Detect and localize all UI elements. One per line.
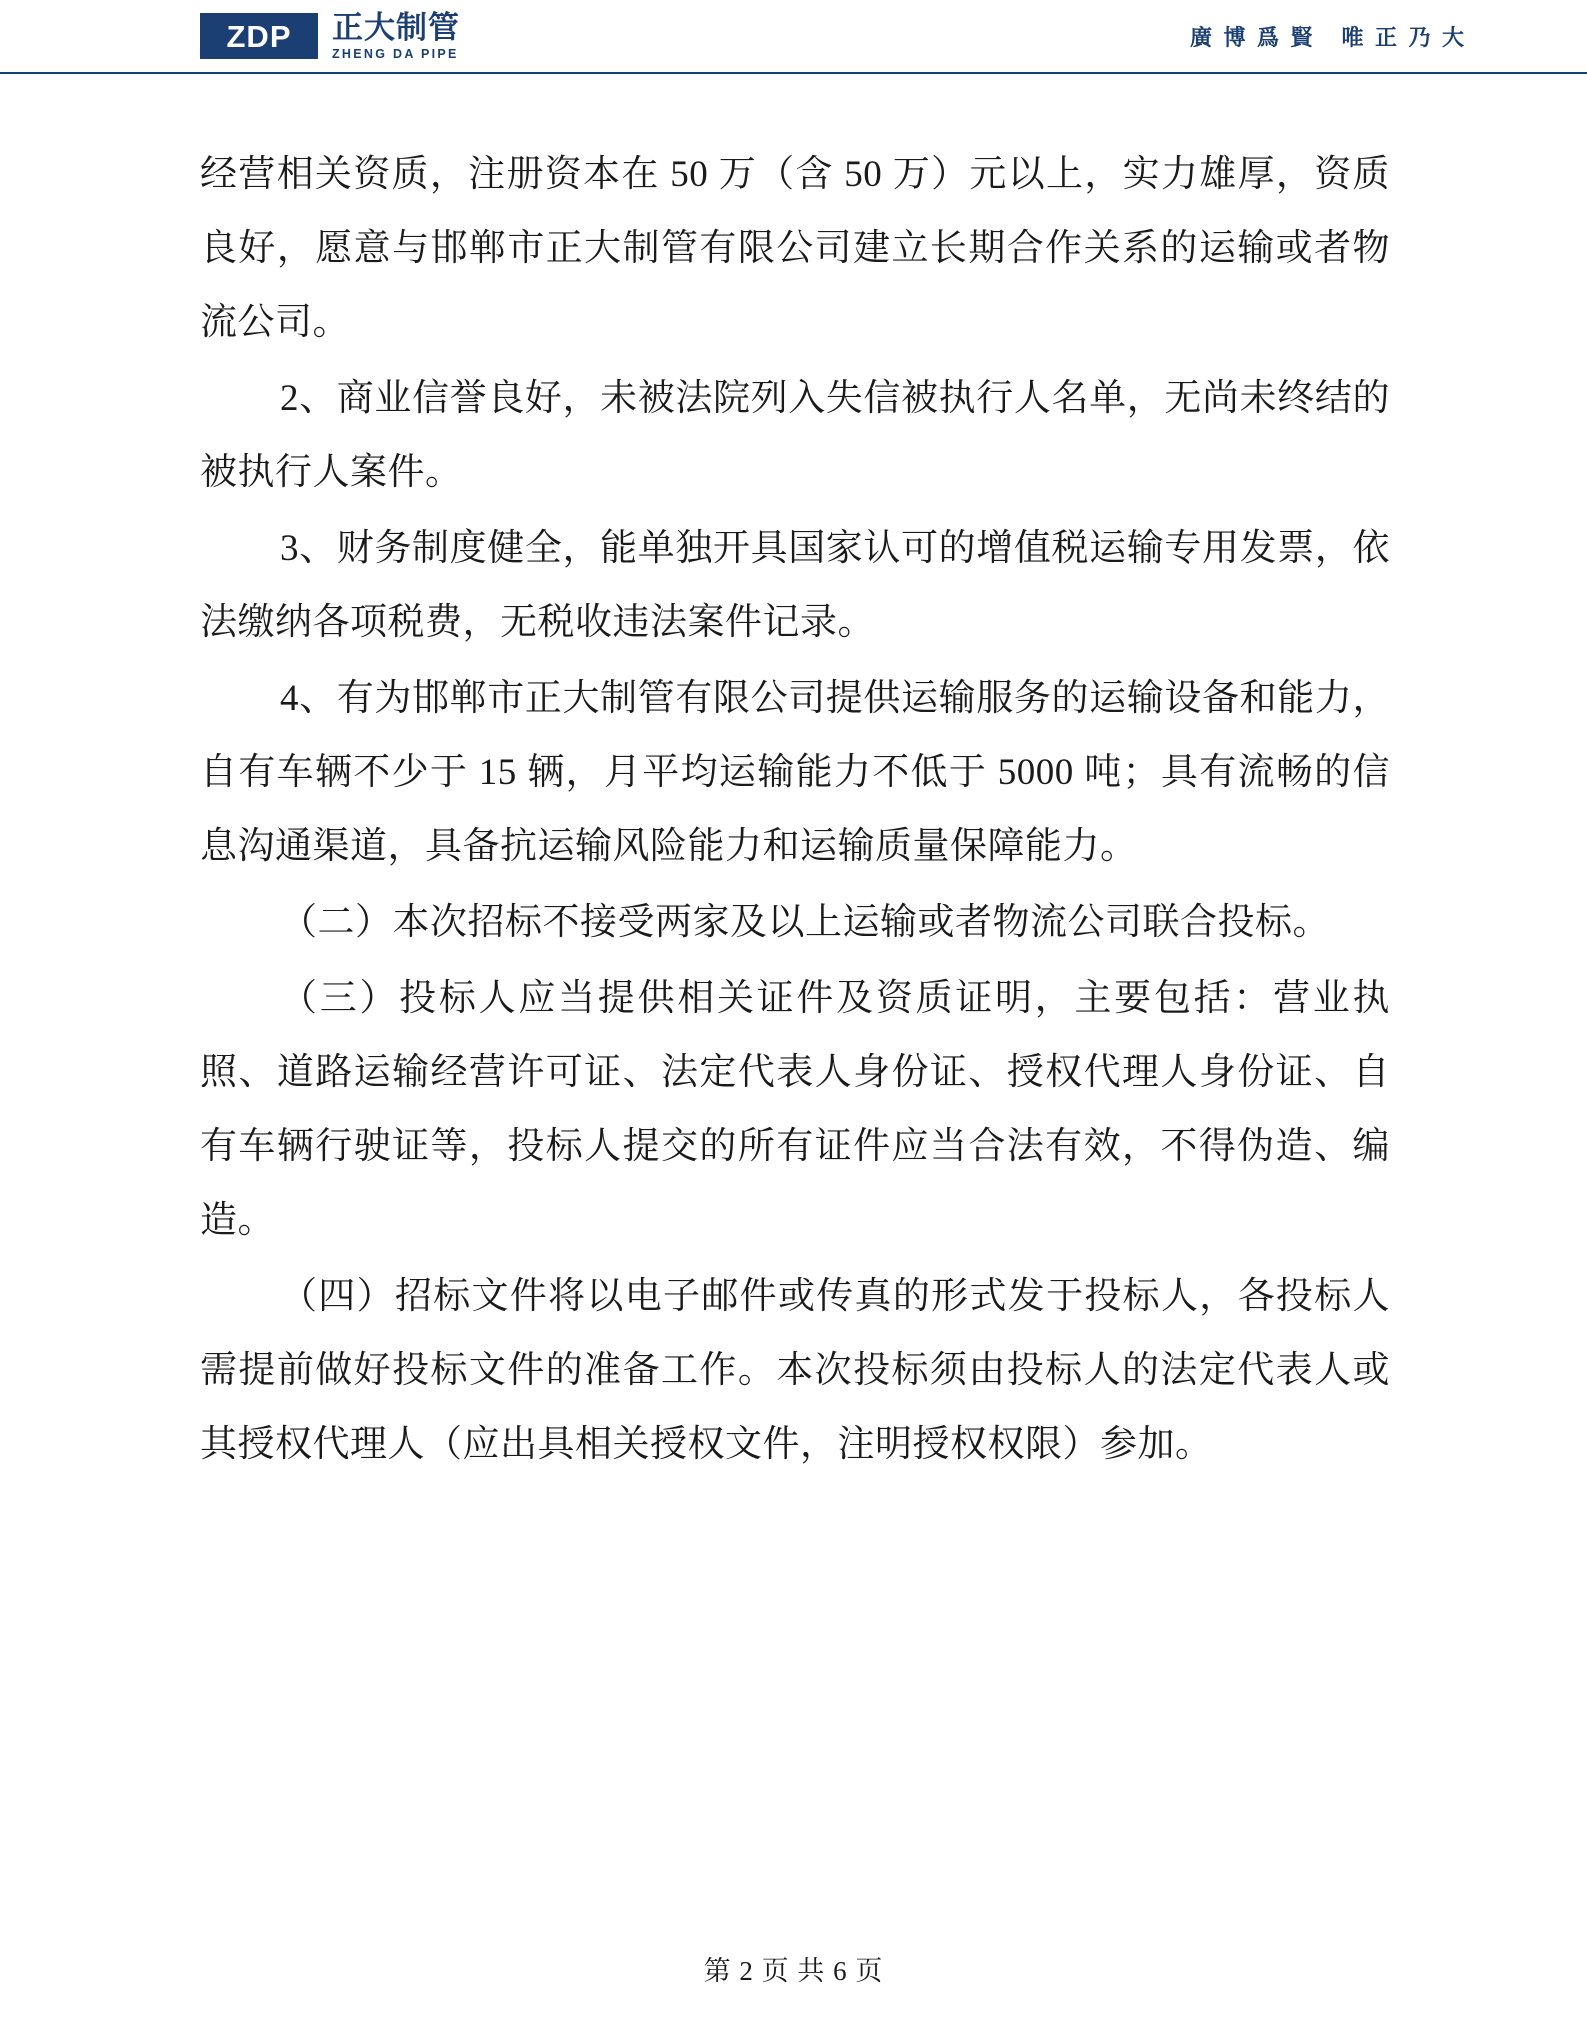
slogan-part-1: 廣 博 爲 賢 (1189, 24, 1316, 50)
company-name-block (332, 9, 460, 61)
company-name-cn: 正大制管 (332, 9, 460, 45)
paragraph: （二）本次招标不接受两家及以上运输或者物流公司联合投标。 (280, 902, 1330, 943)
page-header (0, 0, 1587, 72)
slogan-part-2: 唯 正 乃 大 (1341, 24, 1467, 50)
paragraph: 4、有为邯郸市正大制管有限公司提供运输服务的运输设备和能力，自有车辆不少于 15 辆，月平均运输能力不低于 5000 吨；具有流畅的信息沟通渠道，具备抗运输风险能力和运输质量保障能力。 (200, 678, 1390, 867)
page-number-footer: 第 2 页 共 6 页 (703, 1956, 884, 1986)
company-slogan (1190, 21, 1467, 52)
company-name-en: ZHENG DA PIPE (332, 46, 459, 61)
paragraph: 3、财务制度健全，能单独开具国家认可的增值税运输专用发票，依法缴纳各项税费，无税收违法案件记录。 (200, 528, 1390, 643)
zdp-logo-icon (200, 13, 318, 59)
paragraph: 2、商业信誉良好，未被法院列入失信被执行人名单，无尚未终结的被执行人案件。 (200, 378, 1390, 493)
paragraph: （三）投标人应当提供相关证件及资质证明，主要包括：营业执照、道路运输经营许可证、法定代表人身份证、授权代理人身份证、自有车辆行驶证等，投标人提交的所有证件应当合法有效，不得伪造、编造。 (200, 978, 1390, 1241)
paragraph: 经营相关资质，注册资本在 50 万（含 50 万）元以上，实力雄厚，资质良好，愿意与邯郸市正大制管有限公司建立长期合作关系的运输或者物流公司。 (200, 154, 1390, 343)
document-body (200, 138, 1390, 1484)
svg-text:ZDP: ZDP (226, 19, 292, 54)
paragraph: （四）招标文件将以电子邮件或传真的形式发于投标人，各投标人需提前做好投标文件的准备工作。本次投标须由投标人的法定代表人或其授权代理人（应出具相关授权文件，注明授权权限）参加。 (200, 1276, 1390, 1465)
header-divider (0, 72, 1587, 74)
company-logo (200, 9, 460, 61)
